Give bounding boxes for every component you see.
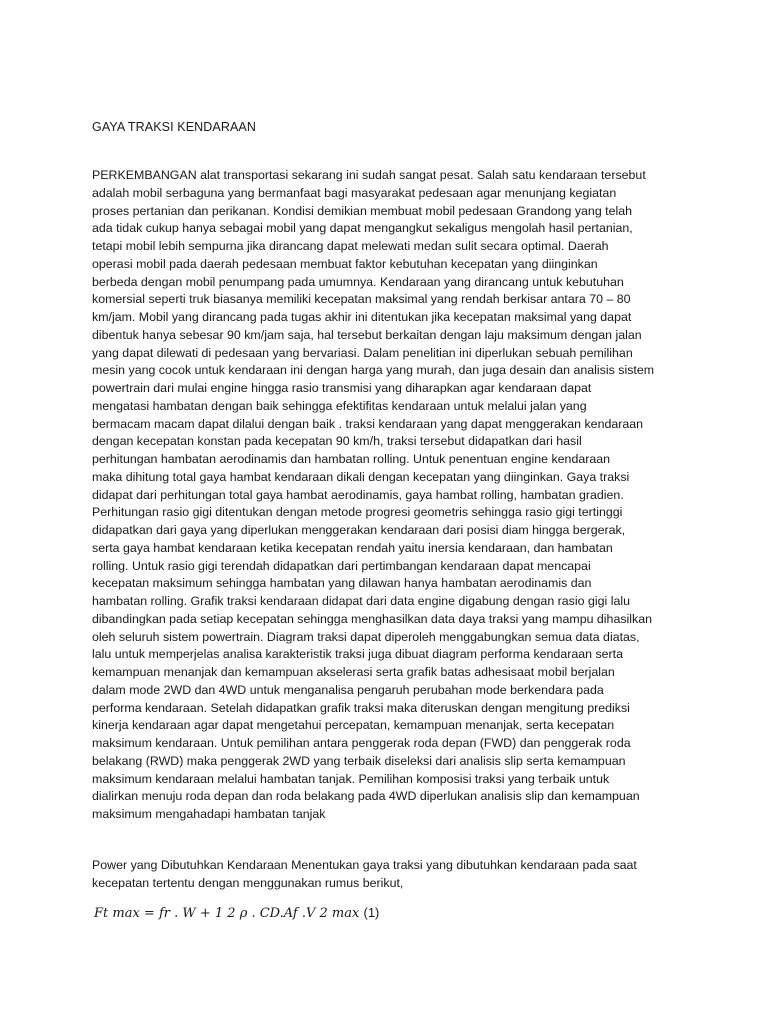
text-line: km/jam. Mobil yang dirancang pada tugas akhir ini ditentukan jika kecepatan maksimal yang dapat — [92, 310, 632, 324]
body-paragraph-2 — [92, 857, 676, 893]
document-title: GAYA TRAKSI KENDARAAN — [92, 120, 256, 134]
text-line: maka dihitung total gaya hambat kendaraan dikali dengan kecepatan yang diinginkan. Gaya traksi — [92, 469, 630, 484]
text-line: oleh seluruh sistem powertrain. Diagram traksi dapat diperoleh menggabungkan semua data diatas, — [92, 629, 640, 644]
text-line: rolling. Untuk rasio gigi terendah didapatkan dari pertimbangan kendaraan dapat mencapai — [92, 558, 591, 573]
text-line: PERKEMBANGAN alat transportasi sekarang ini sudah sangat pesat. Salah satu kendaraan tersebut — [92, 168, 646, 182]
text-line: dibandingkan pada setiap kecepatan sehingga menghasilkan data daya traksi yang mampu dihasilkan — [92, 611, 653, 626]
text-line: powertrain dari mulai engine hingga rasio transmisi yang diharapkan agar kendaraan dapat — [92, 381, 592, 395]
text-line: maksimum kendaraan melalui hambatan tanjak. Pemilihan komposisi traksi yang terbaik untuk — [92, 771, 610, 786]
text-line: yang dapat dilewati di pedesaan yang bervariasi. Dalam penelitian ini diperlukan sebuah pemilihan — [92, 345, 633, 360]
text-line: dalam mode 2WD dan 4WD untuk menganalisa pengaruh perubahan mode berkendara pada — [92, 682, 604, 697]
text-line: dengan kecepatan konstan pada kecepatan 90 km/h, traksi tersebut didapatkan dari hasil — [92, 434, 582, 449]
traction-formula — [94, 904, 379, 923]
text-line: performa kendaraan. Setelah didapatkan grafik traksi maka diteruskan dengan mengitung prediksi — [92, 700, 630, 715]
formula-number: (1) — [363, 905, 380, 920]
body-paragraph-1 — [92, 167, 676, 824]
text-line: berbeda dengan mobil penumpang pada umumnya. Kendaraan yang dirancang untuk kebutuhan — [92, 274, 624, 289]
text-line: dibentuk hanya sebesar 90 km/jam saja, hal tersebut berkaitan dengan laju maksimum dengan jalan — [92, 327, 642, 342]
text-line: tetapi mobil lebih sempurna jika dirancang dapat melewati medan sulit secara optimal. Daerah — [92, 239, 609, 253]
text-line: didapat dari perhitungan total gaya hambat aerodinamis, gaya hambat rolling, hambatan gradien. — [92, 487, 624, 502]
text-line: Perhitungan rasio gigi ditentukan dengan metode progresi geometris sehingga rasio gigi tertinggi — [92, 505, 623, 520]
text-line: maksimum kendaraan. Untuk pemilihan antara penggerak roda depan (FWD) dan penggerak roda — [92, 736, 631, 750]
text-line: kecepatan tertentu dengan menggunakan rumus berikut, — [92, 875, 404, 890]
text-line: adalah mobil serbaguna yang bermanfaat bagi masyarakat pedesaan agar menunjang kegiatan — [92, 185, 617, 200]
text-line: Power yang Dibutuhkan Kendaraan Menentukan gaya traksi yang dibutuhkan kendaraan pada saat — [92, 858, 637, 872]
formula-expression: Ft max = fr . W + 1 2 ρ . CD.Af .V 2 max — [94, 906, 360, 921]
text-line: ada tidak cukup hanya sebagai mobil yang dapat mengangkut sekaligus mengolah hasil pertanian, — [92, 221, 633, 236]
text-line: belakang (RWD) maka penggerak 2WD yang terbaik diseleksi dari analisis slip serta kemampuan — [92, 753, 626, 768]
text-line: operasi mobil pada daerah pedesaan membuat faktor kebutuhan kecepatan yang diinginkan — [92, 256, 598, 271]
text-line: mesin yang cocok untuk kendaraan ini dengan harga yang murah, dan juga desain dan analisis sistem — [92, 363, 655, 378]
text-line: kinerja kendaraan agar dapat mengetahui percepatan, kemampuan menanjak, serta kecepatan — [92, 718, 615, 733]
text-line: kemampuan menanjak dan kemampuan akselerasi serta grafik batas adhesisaat mobil berjalan — [92, 665, 615, 679]
text-line: dialirkan menuju roda depan dan roda belakang pada 4WD diperlukan analisis slip dan kemampuan — [92, 789, 640, 804]
text-line: proses pertanian dan perikanan. Kondisi demikian membuat mobil pedesaan Grandong yang telah — [92, 203, 633, 218]
text-line: mengatasi hambatan dengan baik sehingga efektifitas kendaraan untuk melalui jalan yang — [92, 398, 587, 413]
text-line: komersial seperti truk biasanya memiliki kecepatan maksimal yang rendah berkisar antara 70 – 80 — [92, 292, 631, 307]
text-line: didapatkan dari gaya yang diperlukan menggerakan kendaraan dari posisi diam hingga bergerak, — [92, 523, 626, 537]
text-line: maksimum mengahadapi hambatan tanjak — [92, 807, 326, 821]
text-line: serta gaya hambat kendaraan ketika kecepatan rendah yaitu inersia kendaraan, dan hambatan — [92, 540, 613, 555]
text-line: lalu untuk memperjelas analisa karakteristik traksi juga dibuat diagram performa kendaraan serta — [92, 647, 623, 662]
text-line: kecepatan maksimum sehingga hambatan yang dilawan hanya hambatan aerodinamis dan — [92, 576, 592, 591]
text-line: bermacam macam dapat dilalui dengan baik . traksi kendaraan yang dapat menggerakan kendaraan — [92, 416, 644, 431]
text-line: hambatan rolling. Grafik traksi kendaraan didapat dari data engine digabung dengan rasio gigi lalu — [92, 594, 630, 608]
text-line: perhitungan hambatan aerodinamis dan hambatan rolling. Untuk penentuan engine kendaraan — [92, 452, 611, 466]
